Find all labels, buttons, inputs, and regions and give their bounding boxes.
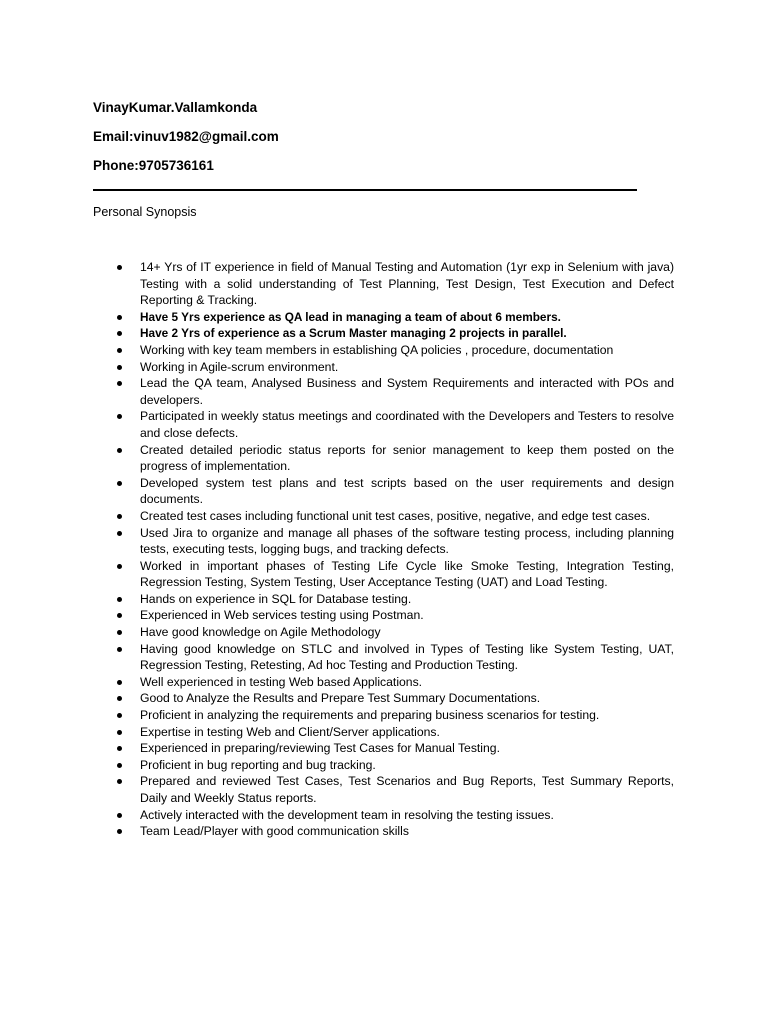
list-item-text: Created detailed periodic status reports for senior management to keep them posted on the progress of implementation. xyxy=(140,442,674,474)
candidate-name: VinayKumar.Vallamkonda xyxy=(93,100,258,115)
synopsis-list xyxy=(93,259,674,840)
list-item xyxy=(93,690,674,707)
list-item xyxy=(93,359,674,376)
list-item-text: Created test cases including functional unit test cases, positive, negative, and edge test cases. xyxy=(140,508,651,523)
list-item xyxy=(93,607,674,624)
list-item xyxy=(93,807,674,824)
section-heading: Personal Synopsis xyxy=(93,205,197,219)
bullet-icon xyxy=(117,730,122,735)
list-item-text: Well experienced in testing Web based Applications. xyxy=(140,674,423,689)
list-item-text: Have 2 Yrs of experience as a Scrum Master managing 2 projects in parallel. xyxy=(140,326,567,341)
list-item xyxy=(93,823,674,840)
bullet-icon xyxy=(117,514,122,519)
list-item-text: Team Lead/Player with good communication skills xyxy=(140,824,409,839)
list-item xyxy=(93,375,674,408)
bullet-icon xyxy=(117,481,122,486)
horizontal-divider xyxy=(93,189,637,191)
list-item xyxy=(93,740,674,757)
bullet-icon xyxy=(117,331,122,336)
bullet-icon xyxy=(117,315,122,320)
list-item-text: Working with key team members in establishing QA policies , procedure, documentation xyxy=(140,342,614,357)
list-item-text: Participated in weekly status meetings and coordinated with the Developers and Testers to resolve and close defects. xyxy=(140,409,674,440)
list-item xyxy=(93,773,674,806)
list-item-text: Proficient in bug reporting and bug tracking. xyxy=(140,757,376,772)
email-line: Email:vinuv1982@gmail.com xyxy=(93,129,279,144)
list-item-text: Good to Analyze the Results and Prepare Test Summary Documentations. xyxy=(140,691,541,706)
list-item-text: Having good knowledge on STLC and involved in Types of Testing like System Testing, UAT, Regression Testing, Retesting, Ad hoc Testing and Production Testing. xyxy=(140,641,674,673)
bullet-icon xyxy=(117,779,122,784)
list-item xyxy=(93,259,674,309)
bullet-icon xyxy=(117,696,122,701)
list-item-text: Developed system test plans and test scripts based on the user requirements and design documents. xyxy=(140,475,674,507)
bullet-icon xyxy=(117,365,122,370)
list-item xyxy=(93,757,674,774)
list-item-text: Have 5 Yrs experience as QA lead in managing a team of about 6 members. xyxy=(140,309,561,324)
list-item-text: Proficient in analyzing the requirements and preparing business scenarios for testing. xyxy=(140,708,600,723)
list-item-text: 14+ Yrs of IT experience in field of Manual Testing and Automation (1yr exp in Selenium with java) Testing with a solid understanding of Test Planning, Test Design, Test Execution and Defect Reporting & Tracking. xyxy=(140,260,674,308)
bullet-icon xyxy=(117,265,122,270)
bullet-icon xyxy=(117,348,122,353)
bullet-icon xyxy=(117,746,122,751)
bullet-icon xyxy=(117,829,122,834)
bullet-icon xyxy=(117,763,122,768)
bullet-icon xyxy=(117,613,122,618)
list-item-text: Actively interacted with the development team in resolving the testing issues. xyxy=(140,807,554,822)
list-item-text: Expertise in testing Web and Client/Server applications. xyxy=(140,724,440,739)
list-item-text: Have good knowledge on Agile Methodology xyxy=(140,625,381,640)
list-item-text: Experienced in Web services testing using Postman. xyxy=(140,608,424,623)
list-item-text: Experienced in preparing/reviewing Test Cases for Manual Testing. xyxy=(140,741,500,756)
list-item xyxy=(93,475,674,508)
list-item xyxy=(93,624,674,641)
list-item xyxy=(93,408,674,441)
bullet-icon xyxy=(117,448,122,453)
bullet-icon xyxy=(117,531,122,536)
bullet-icon xyxy=(117,564,122,569)
list-item-text: Prepared and reviewed Test Cases, Test Scenarios and Bug Reports, Test Summary Reports, Daily and Weekly Status reports. xyxy=(140,774,674,805)
bullet-icon xyxy=(117,813,122,818)
list-item xyxy=(93,558,674,591)
bullet-icon xyxy=(117,647,122,652)
bullet-icon xyxy=(117,680,122,685)
bullet-icon xyxy=(117,597,122,602)
list-item xyxy=(93,674,674,691)
list-item xyxy=(93,508,674,525)
list-item xyxy=(93,707,674,724)
bullet-icon xyxy=(117,713,122,718)
list-item xyxy=(93,325,674,342)
bullet-icon xyxy=(117,630,122,635)
list-item-text: Worked in important phases of Testing Life Cycle like Smoke Testing, Integration Testing, Regression Testing, System Testing, User Acceptance Testing (UAT) and Load Testing. xyxy=(140,558,674,590)
list-item-text: Hands on experience in SQL for Database testing. xyxy=(140,591,412,606)
bullet-icon xyxy=(117,381,122,386)
list-item xyxy=(93,591,674,608)
list-item xyxy=(93,309,674,326)
list-item xyxy=(93,342,674,359)
list-item xyxy=(93,724,674,741)
list-item-text: Working in Agile-scrum environment. xyxy=(140,359,339,374)
list-item xyxy=(93,525,674,558)
phone-line: Phone:9705736161 xyxy=(93,158,214,173)
list-item-text: Lead the QA team, Analysed Business and System Requirements and interacted with POs and developers. xyxy=(140,376,674,407)
list-item xyxy=(93,641,674,674)
list-item-text: Used Jira to organize and manage all phases of the software testing process, including planning tests, executing tests, logging bugs, and tracking defects. xyxy=(140,525,674,557)
list-item xyxy=(93,442,674,475)
bullet-icon xyxy=(117,414,122,419)
